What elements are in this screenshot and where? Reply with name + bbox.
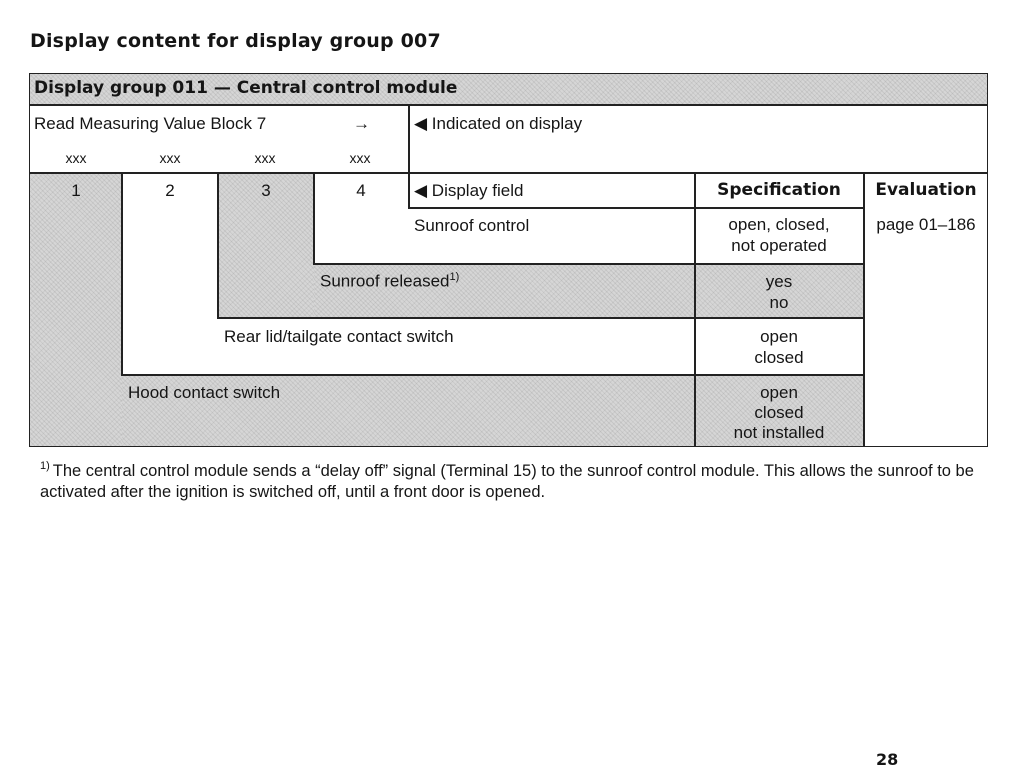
rule bbox=[408, 173, 410, 208]
row-spec: closed bbox=[754, 348, 804, 367]
rule bbox=[863, 173, 865, 446]
footnote bbox=[40, 456, 990, 503]
field-number: 4 bbox=[356, 181, 366, 200]
row-field: Sunroof control bbox=[414, 216, 530, 235]
page-number: 28 bbox=[876, 750, 899, 769]
specification-header: Specification bbox=[717, 180, 841, 200]
row-field bbox=[320, 271, 459, 292]
row-spec: open bbox=[760, 327, 798, 346]
footnote-ref: 1) bbox=[449, 271, 460, 283]
table-title: Display group 011 — Central control module bbox=[34, 78, 458, 98]
row-spec: not operated bbox=[731, 236, 827, 255]
indicated-label: ◀ Indicated on display bbox=[414, 114, 583, 133]
placeholder-value: xxx bbox=[349, 150, 371, 166]
field-number: 2 bbox=[165, 181, 175, 200]
rule bbox=[408, 207, 864, 209]
row-spec: open bbox=[760, 383, 798, 402]
evaluation-header: Evaluation bbox=[875, 180, 977, 200]
row-evaluation: page 01–186 bbox=[876, 215, 976, 234]
rule bbox=[30, 104, 988, 106]
row-spec: yes bbox=[765, 272, 793, 291]
rule bbox=[408, 105, 410, 173]
page-heading: Display content for display group 007 bbox=[30, 30, 441, 52]
rule bbox=[121, 173, 123, 375]
field-number: 3 bbox=[261, 181, 271, 200]
footnote-text: The central control module sends a “delay off” signal (Terminal 15) to the sunroof control module. This allows the sunroof to be activated after the ignition is switched off, until a front door is opened. bbox=[40, 461, 974, 501]
rule bbox=[121, 374, 864, 376]
footnote-marker: 1) bbox=[40, 460, 50, 472]
display-field-label: ◀ Display field bbox=[414, 181, 524, 200]
read-block-label: Read Measuring Value Block 7 bbox=[34, 114, 267, 133]
placeholder-value: xxx bbox=[159, 150, 181, 166]
rule bbox=[217, 317, 864, 319]
row-field: Hood contact switch bbox=[128, 383, 281, 402]
rule bbox=[30, 172, 988, 174]
row-spec: closed bbox=[754, 403, 804, 422]
placeholder-value: xxx bbox=[65, 150, 87, 166]
arrow-right-icon: → bbox=[353, 114, 370, 133]
row-spec: open, closed, bbox=[728, 215, 830, 234]
field-number: 1 bbox=[71, 181, 81, 200]
row-spec: not installed bbox=[733, 423, 825, 442]
placeholder-value: xxx bbox=[254, 150, 276, 166]
row-field: Rear lid/tailgate contact switch bbox=[224, 327, 454, 346]
row-field-text: Sunroof released bbox=[320, 271, 450, 291]
rule bbox=[313, 263, 864, 265]
row-spec: no bbox=[769, 293, 789, 312]
